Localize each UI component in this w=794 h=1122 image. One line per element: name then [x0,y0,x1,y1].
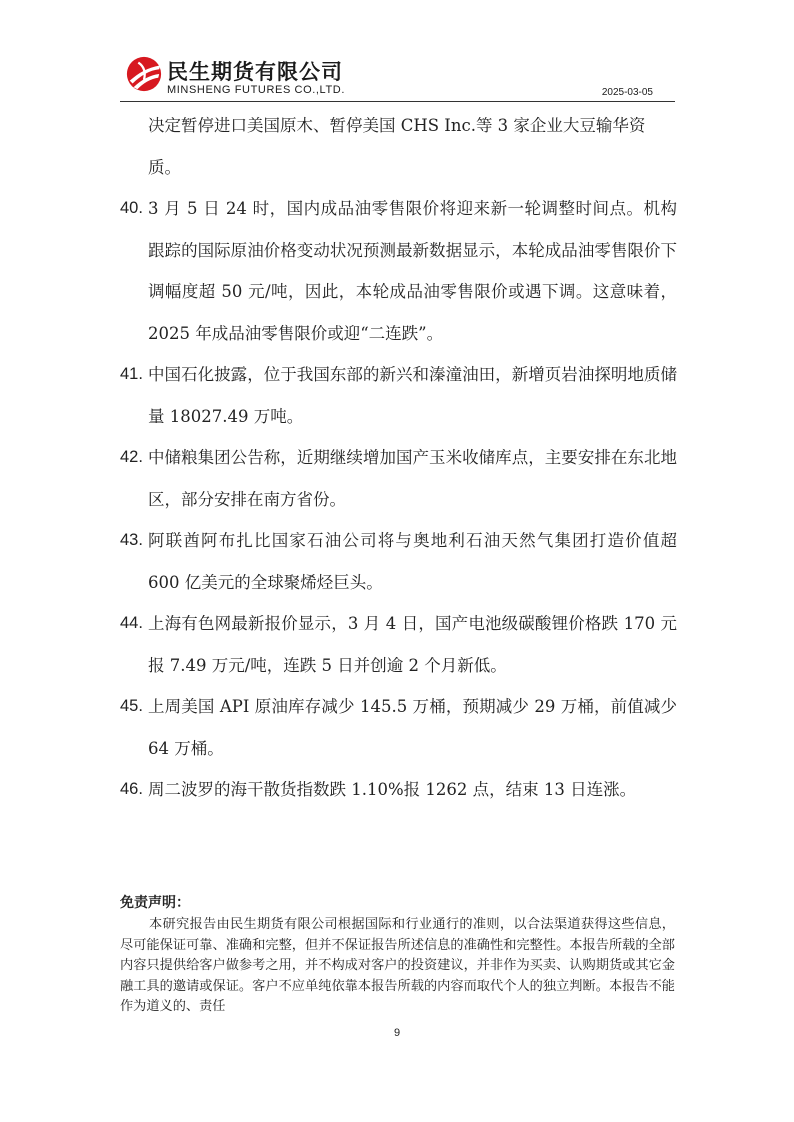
disclaimer-text: 本研究报告由民生期货有限公司根据国际和行业通行的准则，以合法渠道获得这些信息，尽可能保证可靠、准确和完整，但并不保证报告所述信息的准确性和完整性。本报告所载的全部内容只提供给客户做参考之用，并不构成对客户的投资建议，并非作为买卖、认购期货或其它金融工具的邀请或保证。客户不应单纯依靠本报告所载的内容而取代个人的独立判断。本报告不能作为道义的、责任 [120,917,675,1014]
list-item [120,188,677,354]
news-list [120,105,677,811]
item-number: 43. [120,531,143,549]
company-name-cn: 民生期货有限公司 [167,60,343,84]
company-logo-icon [125,55,163,93]
list-item [120,686,677,769]
page-number: 9 [393,1027,401,1039]
company-name-en: MINSHENG FUTURES CO.,LTD. [167,84,345,96]
item-text: 上海有色网最新报价显示，3 月 4 日，国产电池级碳酸锂价格跌 170 元报 7.49 万元/吨，连跌 5 日并创逾 2 个月新低。 [148,614,677,675]
item-text: 中储粮集团公告称，近期继续增加国产玉米收储库点，主要安排在东北地区，部分安排在南方省份。 [148,448,677,509]
list-item [120,437,677,520]
list-item [120,520,677,603]
report-date: 2025-03-05 [601,87,653,98]
disclaimer-section [120,893,675,1018]
list-item [120,769,677,811]
continuation-paragraph: 决定暂停进口美国原木、暂停美国 CHS Inc.等 3 家企业大豆输华资质。 [148,116,646,177]
item-number: 44. [120,614,143,632]
item-text: 3 月 5 日 24 时，国内成品油零售限价将迎来新一轮调整时间点。机构跟踪的国际原油价格变动状况预测最新数据显示，本轮成品油零售限价下调幅度超 50 元/吨，因此，本轮成品油零售限价或遇下调。这意味着，2025 年成品油零售限价或迎“二连跌”。 [148,199,677,343]
item-number: 41. [120,365,143,383]
header-divider [120,101,675,102]
item-text: 阿联酋阿布扎比国家石油公司将与奥地利石油天然气集团打造价值超 600 亿美元的全球聚烯烃巨头。 [148,531,677,592]
item-number: 46. [120,780,143,798]
item-text: 周二波罗的海干散货指数跌 1.10%报 1262 点，结束 13 日连涨。 [148,780,637,799]
list-item [120,603,677,686]
item-text: 上周美国 API 原油库存减少 145.5 万桶，预期减少 29 万桶，前值减少 64 万桶。 [148,697,677,758]
item-number: 40. [120,199,143,217]
list-item [120,354,677,437]
item-number: 45. [120,697,143,715]
item-number: 42. [120,448,143,466]
item-text: 中国石化披露，位于我国东部的新兴和溱潼油田，新增页岩油探明地质储量 18027.49 万吨。 [148,365,677,426]
disclaimer-title: 免责声明： [120,895,190,911]
page-header [120,52,675,102]
